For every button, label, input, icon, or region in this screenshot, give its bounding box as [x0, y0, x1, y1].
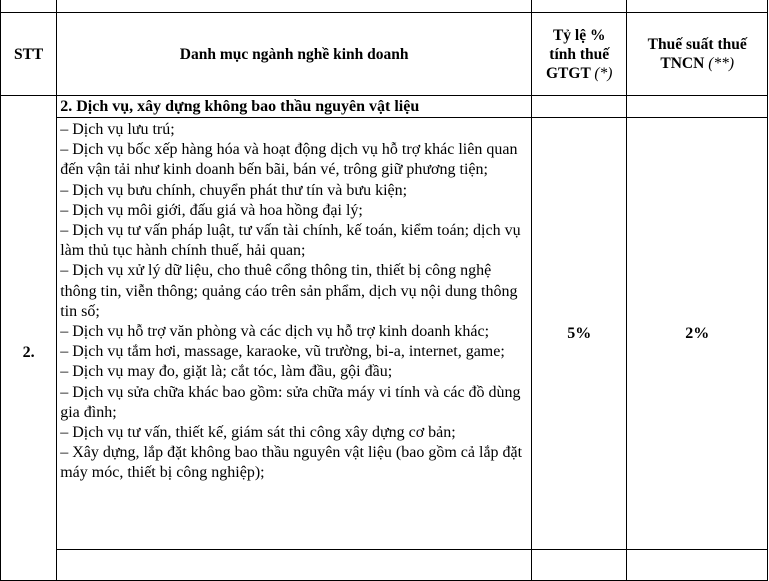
- next-cell-category: [57, 550, 532, 581]
- header-pit-line2: TNCN: [660, 55, 705, 72]
- header-vat-note: (*): [594, 64, 613, 82]
- list-item: – Dịch vụ tắm hơi, massage, karaoke, vũ trường, bi-a, internet, game;: [60, 343, 505, 361]
- section-row: [1, 96, 768, 118]
- section-vat-cell: [532, 96, 627, 118]
- prev-cell-pit: [627, 0, 768, 13]
- next-row-start: [1, 550, 768, 581]
- header-pit-rate: [627, 13, 768, 96]
- list-item: – Dịch vụ bưu chính, chuyển phát thư tín và bưu kiện;: [60, 181, 408, 199]
- list-item: – Dịch vụ may đo, giặt là; cắt tóc, làm đầu, gội đầu;: [60, 363, 393, 381]
- list-item: – Dịch vụ sửa chữa khác bao gồm: sửa chữa máy vi tính và các đồ dùng gia đình;: [60, 383, 521, 421]
- next-cell-vat: [532, 550, 627, 581]
- list-item: – Dịch vụ xử lý dữ liệu, cho thuê cổng thông tin, thiết bị công nghệ thông tin, viễn thông; quảng cáo trên sản phẩm, dịch vụ nội dung thông tin số;: [60, 262, 518, 320]
- header-pit-note: (**): [708, 55, 735, 72]
- row-stt: 2.: [1, 96, 57, 581]
- prev-cell-stt: [1, 0, 57, 13]
- header-pit-line1: Thuế suất thuế: [647, 36, 747, 53]
- header-category: Danh mục ngành nghề kinh doanh: [57, 13, 532, 96]
- pit-rate-value: 2%: [627, 118, 768, 550]
- list-item: – Dịch vụ bốc xếp hàng hóa và hoạt động dịch vụ hỗ trợ khác liên quan đến vận tải như kinh doanh bến bãi, bán vé, trông giữ phương tiện;: [60, 141, 518, 179]
- header-vat-line1: Tỷ lệ %: [552, 26, 606, 44]
- next-cell-pit: [627, 550, 768, 581]
- previous-row-tail: [1, 0, 768, 13]
- header-stt: STT: [1, 13, 57, 96]
- service-list-cell: [57, 118, 532, 550]
- list-item: – Dịch vụ môi giới, đấu giá và hoa hồng đại lý;: [60, 201, 363, 219]
- list-item: – Dịch vụ tư vấn pháp luật, tư vấn tài chính, kế toán, kiểm toán; dịch vụ làm thủ tục hành chính thuế, hải quan;: [60, 222, 521, 260]
- section-title: 2. Dịch vụ, xây dựng không bao thầu nguyên vật liệu: [57, 96, 532, 118]
- prev-cell-category: [57, 0, 532, 13]
- table-header-row: [1, 13, 768, 96]
- list-item: – Dịch vụ tư vấn, thiết kế, giám sát thi công xây dựng cơ bản;: [60, 424, 456, 442]
- table-row: [1, 118, 768, 550]
- list-item: – Dịch vụ hỗ trợ văn phòng và các dịch vụ hỗ trợ kinh doanh khác;: [60, 323, 490, 341]
- header-vat-rate: [532, 13, 627, 96]
- prev-cell-vat: [532, 0, 627, 13]
- header-vat-line3: GTGT: [546, 64, 591, 82]
- list-item: – Dịch vụ lưu trú;: [60, 121, 175, 138]
- list-item: – Xây dựng, lắp đặt không bao thầu nguyên vật liệu (bao gồm cả lắp đặt máy móc, thiết bị công nghiệp);: [60, 444, 523, 482]
- section-pit-cell: [627, 96, 768, 118]
- vat-rate-value: 5%: [532, 118, 627, 550]
- header-vat-line2: tính thuế: [549, 45, 610, 63]
